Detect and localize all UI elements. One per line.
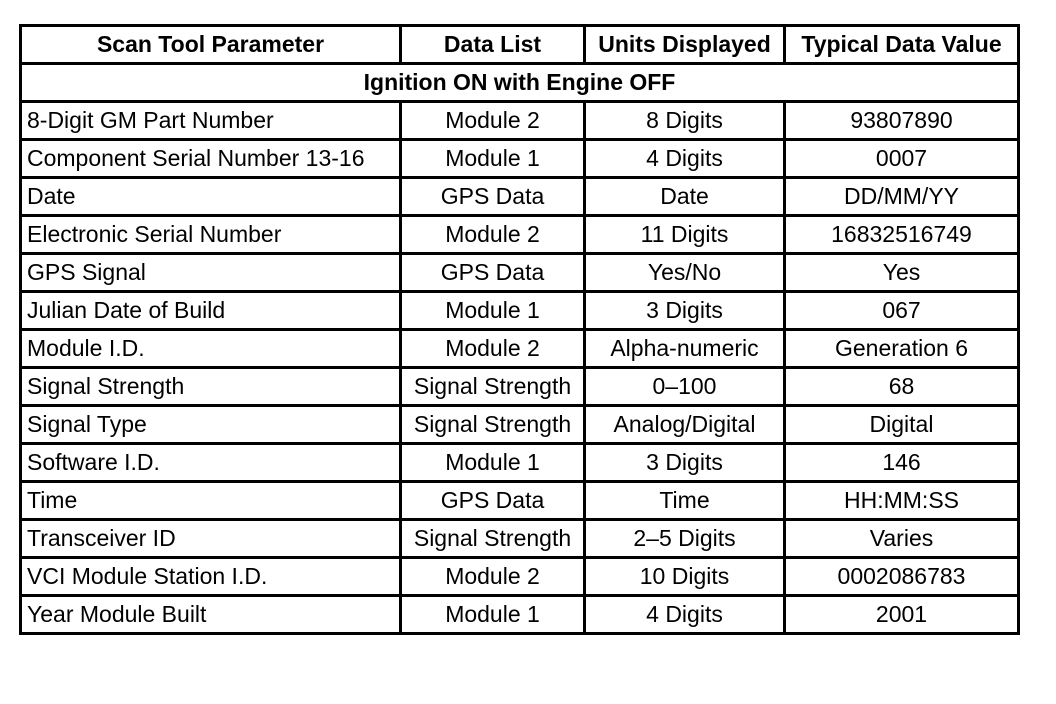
cell-units-displayed: Yes/No [585, 254, 785, 292]
cell-units-displayed: 3 Digits [585, 292, 785, 330]
cell-typical-data-value: 067 [785, 292, 1019, 330]
cell-data-list: Signal Strength [401, 368, 585, 406]
cell-typical-data-value: Generation 6 [785, 330, 1019, 368]
cell-data-list: Module 1 [401, 596, 585, 634]
table-row [21, 140, 1019, 178]
cell-typical-data-value: 2001 [785, 596, 1019, 634]
cell-data-list: GPS Data [401, 254, 585, 292]
table-row [21, 216, 1019, 254]
table-row [21, 254, 1019, 292]
cell-units-displayed: Alpha-numeric [585, 330, 785, 368]
cell-data-list: Module 1 [401, 292, 585, 330]
table-row [21, 102, 1019, 140]
cell-scan-tool-parameter: Signal Type [21, 406, 401, 444]
cell-typical-data-value: 16832516749 [785, 216, 1019, 254]
column-header-scan-tool-parameter: Scan Tool Parameter [21, 26, 401, 64]
cell-data-list: Module 2 [401, 102, 585, 140]
cell-data-list: GPS Data [401, 482, 585, 520]
cell-scan-tool-parameter: Transceiver ID [21, 520, 401, 558]
cell-data-list: Module 2 [401, 330, 585, 368]
cell-scan-tool-parameter: Date [21, 178, 401, 216]
table-row [21, 558, 1019, 596]
table-row [21, 406, 1019, 444]
cell-typical-data-value: 93807890 [785, 102, 1019, 140]
column-header-units-displayed: Units Displayed [585, 26, 785, 64]
table-row [21, 368, 1019, 406]
header-row [21, 26, 1019, 64]
scan-tool-parameter-table [19, 24, 1020, 635]
cell-units-displayed: 0–100 [585, 368, 785, 406]
cell-units-displayed: 2–5 Digits [585, 520, 785, 558]
table-row [21, 482, 1019, 520]
cell-scan-tool-parameter: 8-Digit GM Part Number [21, 102, 401, 140]
cell-typical-data-value: 0007 [785, 140, 1019, 178]
cell-units-displayed: 8 Digits [585, 102, 785, 140]
cell-typical-data-value: Varies [785, 520, 1019, 558]
cell-data-list: Module 2 [401, 558, 585, 596]
cell-typical-data-value: 68 [785, 368, 1019, 406]
cell-data-list: Module 1 [401, 444, 585, 482]
cell-scan-tool-parameter: Time [21, 482, 401, 520]
cell-scan-tool-parameter: Year Module Built [21, 596, 401, 634]
table-row [21, 520, 1019, 558]
cell-typical-data-value: 146 [785, 444, 1019, 482]
column-header-data-list: Data List [401, 26, 585, 64]
cell-units-displayed: Analog/Digital [585, 406, 785, 444]
cell-units-displayed: Time [585, 482, 785, 520]
table-row [21, 330, 1019, 368]
cell-data-list: Signal Strength [401, 406, 585, 444]
cell-data-list: Signal Strength [401, 520, 585, 558]
table-row [21, 292, 1019, 330]
cell-units-displayed: 10 Digits [585, 558, 785, 596]
cell-typical-data-value: HH:MM:SS [785, 482, 1019, 520]
cell-units-displayed: 11 Digits [585, 216, 785, 254]
cell-scan-tool-parameter: Software I.D. [21, 444, 401, 482]
cell-units-displayed: 3 Digits [585, 444, 785, 482]
cell-scan-tool-parameter: Julian Date of Build [21, 292, 401, 330]
cell-typical-data-value: Yes [785, 254, 1019, 292]
table-row [21, 178, 1019, 216]
cell-typical-data-value: 0002086783 [785, 558, 1019, 596]
cell-data-list: Module 2 [401, 216, 585, 254]
cell-data-list: GPS Data [401, 178, 585, 216]
cell-data-list: Module 1 [401, 140, 585, 178]
cell-scan-tool-parameter: Electronic Serial Number [21, 216, 401, 254]
cell-scan-tool-parameter: Module I.D. [21, 330, 401, 368]
section-title: Ignition ON with Engine OFF [21, 64, 1019, 102]
cell-typical-data-value: DD/MM/YY [785, 178, 1019, 216]
cell-units-displayed: 4 Digits [585, 596, 785, 634]
cell-units-displayed: 4 Digits [585, 140, 785, 178]
table-row [21, 444, 1019, 482]
cell-scan-tool-parameter: Component Serial Number 13-16 [21, 140, 401, 178]
section-row [21, 64, 1019, 102]
table-row [21, 596, 1019, 634]
cell-scan-tool-parameter: Signal Strength [21, 368, 401, 406]
cell-typical-data-value: Digital [785, 406, 1019, 444]
cell-scan-tool-parameter: VCI Module Station I.D. [21, 558, 401, 596]
cell-scan-tool-parameter: GPS Signal [21, 254, 401, 292]
cell-units-displayed: Date [585, 178, 785, 216]
column-header-typical-data-value: Typical Data Value [785, 26, 1019, 64]
